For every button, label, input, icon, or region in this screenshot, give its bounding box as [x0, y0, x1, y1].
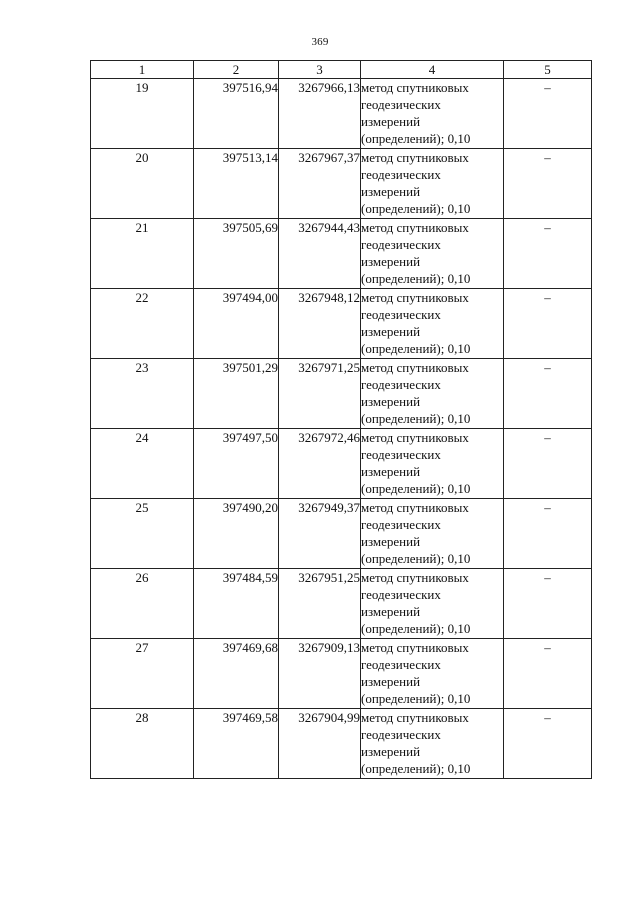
point-number: 24	[91, 429, 194, 499]
coordinate-x: 397469,58	[194, 709, 279, 779]
point-number: 23	[91, 359, 194, 429]
header-row	[91, 61, 592, 79]
coordinate-x: 397484,59	[194, 569, 279, 639]
coordinate-x: 397497,50	[194, 429, 279, 499]
coordinate-x: 397505,69	[194, 219, 279, 289]
table-row	[91, 359, 592, 429]
note-cell: –	[504, 149, 592, 219]
table-body	[91, 79, 592, 779]
method-description: метод спутниковых геодезических измерений (определений); 0,10	[361, 359, 504, 429]
point-number: 26	[91, 569, 194, 639]
column-header-1: 1	[91, 61, 194, 79]
note-cell: –	[504, 359, 592, 429]
note-cell: –	[504, 709, 592, 779]
point-number: 25	[91, 499, 194, 569]
coordinate-x: 397513,14	[194, 149, 279, 219]
coordinate-y: 3267944,43	[279, 219, 361, 289]
page-number: 369	[311, 36, 329, 48]
coordinate-y: 3267951,25	[279, 569, 361, 639]
coordinate-y: 3267948,12	[279, 289, 361, 359]
method-description: метод спутниковых геодезических измерений (определений); 0,10	[361, 149, 504, 219]
table-header	[91, 61, 592, 79]
column-header-4: 4	[361, 61, 504, 79]
column-header-3: 3	[279, 61, 361, 79]
note-cell: –	[504, 79, 592, 149]
method-description: метод спутниковых геодезических измерений (определений); 0,10	[361, 499, 504, 569]
table-row	[91, 79, 592, 149]
coordinate-y: 3267966,13	[279, 79, 361, 149]
note-cell: –	[504, 499, 592, 569]
point-number: 28	[91, 709, 194, 779]
note-cell: –	[504, 429, 592, 499]
table-row	[91, 639, 592, 709]
table-row	[91, 219, 592, 289]
coordinate-x: 397494,00	[194, 289, 279, 359]
note-cell: –	[504, 569, 592, 639]
note-cell: –	[504, 219, 592, 289]
point-number: 27	[91, 639, 194, 709]
point-number: 20	[91, 149, 194, 219]
table-row	[91, 709, 592, 779]
table-row	[91, 499, 592, 569]
point-number: 22	[91, 289, 194, 359]
point-number: 21	[91, 219, 194, 289]
coordinate-x: 397501,29	[194, 359, 279, 429]
coordinate-y: 3267967,37	[279, 149, 361, 219]
coordinate-x: 397469,68	[194, 639, 279, 709]
coordinates-table	[90, 60, 592, 779]
coordinate-y: 3267972,46	[279, 429, 361, 499]
method-description: метод спутниковых геодезических измерений (определений); 0,10	[361, 569, 504, 639]
coordinate-x: 397516,94	[194, 79, 279, 149]
method-description: метод спутниковых геодезических измерений (определений); 0,10	[361, 709, 504, 779]
coordinate-y: 3267904,99	[279, 709, 361, 779]
method-description: метод спутниковых геодезических измерений (определений); 0,10	[361, 289, 504, 359]
table-row	[91, 289, 592, 359]
coordinate-y: 3267909,13	[279, 639, 361, 709]
method-description: метод спутниковых геодезических измерений (определений); 0,10	[361, 429, 504, 499]
note-cell: –	[504, 639, 592, 709]
table-row	[91, 429, 592, 499]
table-row	[91, 569, 592, 639]
column-header-5: 5	[504, 61, 592, 79]
table-row	[91, 149, 592, 219]
coordinate-x: 397490,20	[194, 499, 279, 569]
method-description: метод спутниковых геодезических измерений (определений); 0,10	[361, 79, 504, 149]
column-header-2: 2	[194, 61, 279, 79]
point-number: 19	[91, 79, 194, 149]
note-cell: –	[504, 289, 592, 359]
method-description: метод спутниковых геодезических измерений (определений); 0,10	[361, 639, 504, 709]
coordinate-y: 3267971,25	[279, 359, 361, 429]
method-description: метод спутниковых геодезических измерений (определений); 0,10	[361, 219, 504, 289]
coordinate-y: 3267949,37	[279, 499, 361, 569]
